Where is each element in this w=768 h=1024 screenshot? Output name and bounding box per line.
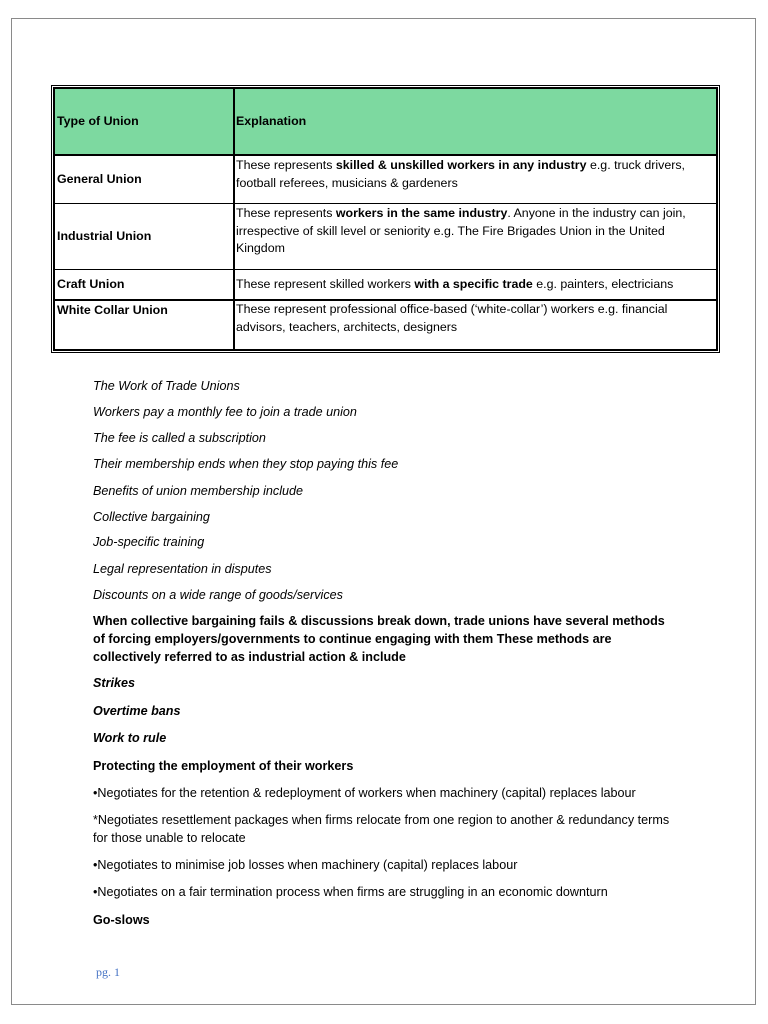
text-line: Workers pay a monthly fee to join a trade union (93, 405, 357, 419)
table-row (55, 270, 716, 301)
union-type-cell: White Collar Union (55, 301, 235, 349)
section-title: The Work of Trade Unions (93, 379, 240, 393)
text-line: Legal representation in disputes (93, 562, 272, 576)
text-line: Discounts on a wide range of goods/services (93, 588, 343, 602)
page-number: pg. 1 (96, 965, 120, 979)
go-slows-heading: Go-slows (93, 913, 150, 927)
union-type-cell: Craft Union (55, 270, 235, 301)
method-item: Overtime bans (93, 704, 181, 718)
union-type-cell: General Union (55, 156, 235, 204)
table-row (55, 301, 716, 349)
union-type-cell: Industrial Union (55, 204, 235, 270)
protecting-heading: Protecting the employment of their workers (93, 759, 354, 773)
explanation-cell: These represents skilled & unskilled workers in any industry e.g. truck drivers, football referees, musicians & gardeners (235, 156, 716, 204)
table-header-row (55, 89, 716, 156)
header-explanation-cell: Explanation (235, 89, 716, 156)
bullet-item: •Negotiates on a fair termination process when firms are struggling in an economic downturn (93, 885, 608, 899)
industrial-action-intro: When collective bargaining fails & discussions break down, trade unions have several methods of forcing employers/governments to continue engaging with them These methods are collectively referred to as industrial action & include (93, 614, 665, 664)
bullet-item: •Negotiates for the retention & redeployment of workers when machinery (capital) replaces labour (93, 786, 636, 800)
header-type-cell: Type of Union (55, 89, 235, 156)
text-line: Collective bargaining (93, 510, 210, 524)
union-types-table (53, 87, 718, 351)
method-item: Work to rule (93, 731, 167, 745)
text-line: Job-specific training (93, 535, 205, 549)
method-item: Strikes (93, 676, 136, 690)
explanation-cell: These represent professional office-based (‘white-collar’) workers e.g. financial advisors, teachers, architects, designers (236, 302, 668, 334)
explanation-cell: These represents workers in the same industry. Anyone in the industry can join, irrespective of skill level or seniority e.g. The Fire Brigades Union in the United Kingdom (235, 204, 716, 270)
table-row (55, 204, 716, 270)
text-line: The fee is called a subscription (93, 431, 266, 445)
explanation-cell: These represent skilled workers with a specific trade e.g. painters, electricians (235, 270, 716, 301)
table-row (55, 156, 716, 204)
text-line: Benefits of union membership include (93, 484, 304, 498)
bullet-item: •Negotiates to minimise job losses when machinery (capital) replaces labour (93, 858, 518, 872)
bullet-item: *Negotiates resettlement packages when firms relocate from one region to another & redundancy terms for those unable to relocate (93, 813, 670, 845)
text-line: Their membership ends when they stop paying this fee (93, 457, 399, 471)
